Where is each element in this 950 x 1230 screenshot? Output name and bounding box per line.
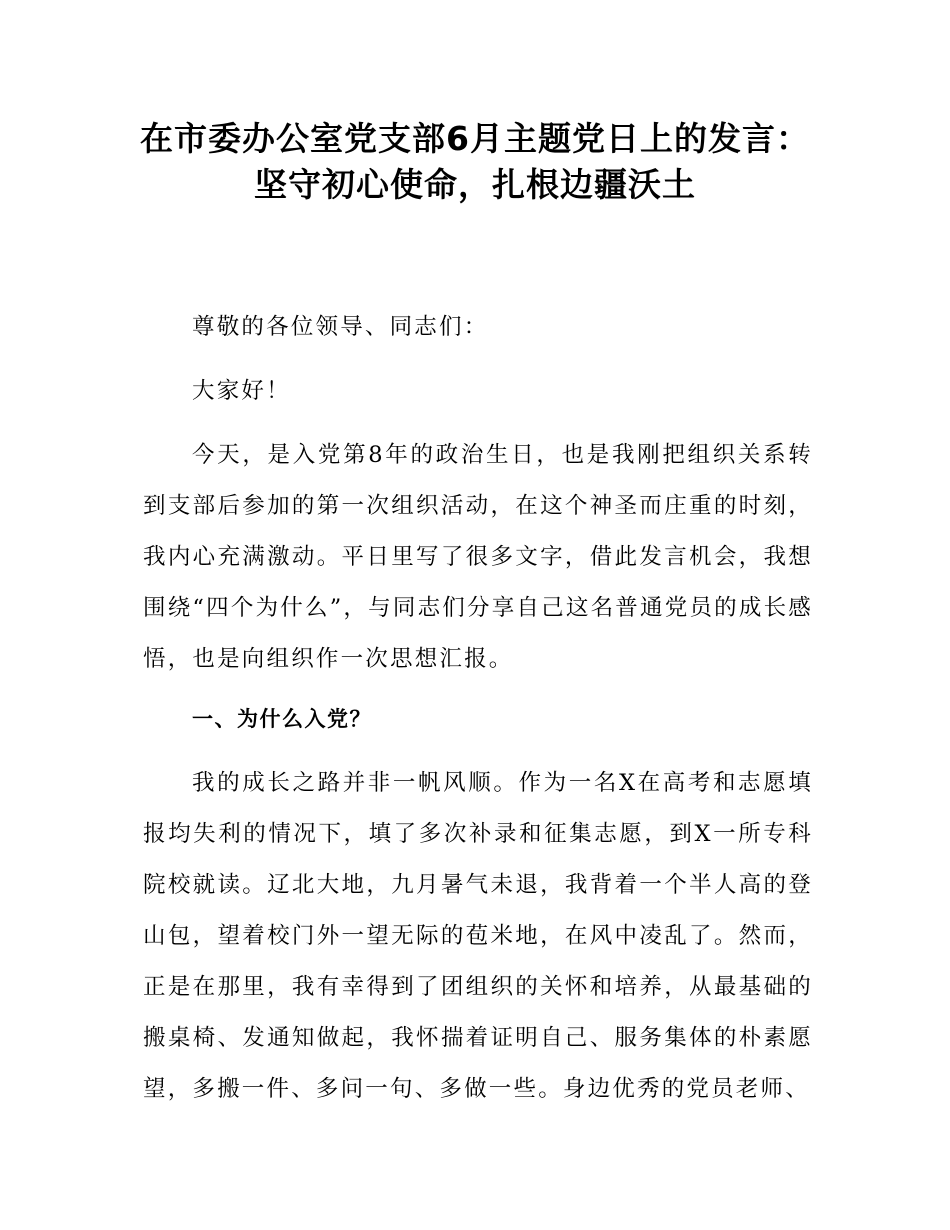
greeting: 大家好！: [192, 378, 291, 404]
paragraph-1: 今天，是入党第8年的政治生日，也是我刚把组织关系转到支部后参加的第一次组织活动，在这个神圣而庄重的时刻，我内心充满激动。平日里写了很多文字，借此发言机会，我想围绕“四个为什么”，与同志们分享自己这名普通党员的成长感悟，也是向组织作一次思想汇报。: [143, 442, 813, 672]
section-heading-1: 一、为什么入党？: [192, 707, 372, 731]
document-title-line-1: 在市委办公室党支部6月主题党日上的发言：: [140, 119, 810, 158]
paragraph-2: 我的成长之路并非一帆风顺。作为一名X在高考和志愿填报均失利的情况下，填了多次补录和征集志愿，到X一所专科院校就读。辽北大地，九月暑气未退，我背着一个半人高的登山包，望着校门外一望无际的苞米地，在风中凌乱了。然而，正是在那里，我有幸得到了团组织的关怀和培养，从最基础的搬桌椅、发通知做起，我怀揣着证明自己、服务集体的朴素愿望，多搬一件、多问一句、多做一些。身边优秀的党员老师、: [143, 770, 813, 1102]
salutation: 尊敬的各位领导、同志们：: [192, 314, 489, 340]
document-title-line-2: 坚守初心使命，扎根边疆沃土: [254, 165, 696, 204]
